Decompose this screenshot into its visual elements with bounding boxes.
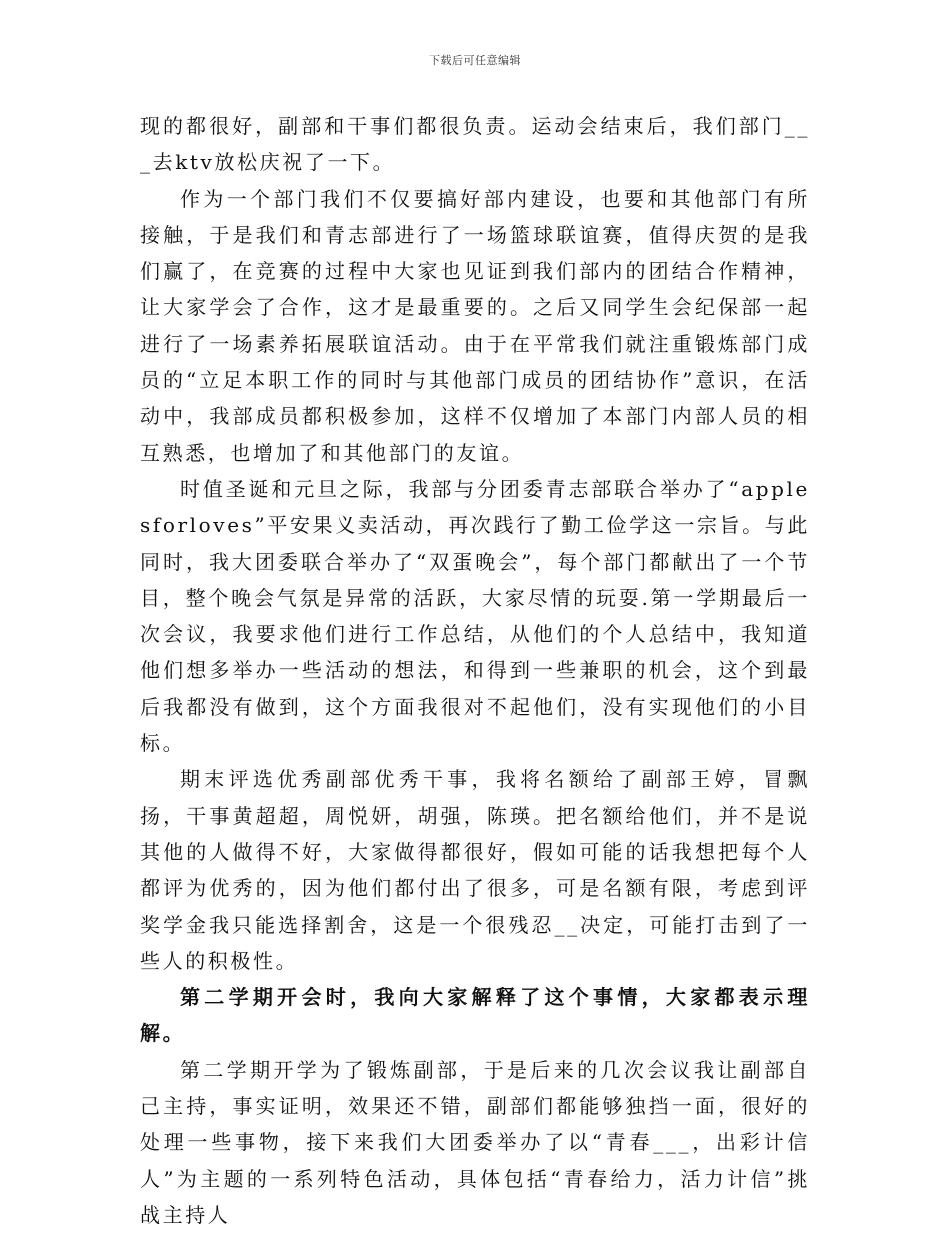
paragraph-3: 时值圣诞和元旦之际，我部与分团委青志部联合举办了“applesforloves”平安果义卖活动，再次践行了勤工俭学这一宗旨。与此同时，我大团委联合举办了“双蛋晚会”，每个部门都献出了一个节目，整个晚会气氛是异常的活跃，大家尽情的玩耍.第一学期最后一次会议，我要求他们进行工作总结，从他们的个人总结中，我知道他们想多举办一些活动的想法，和得到一些兼职的机会，这个到最后我都没有做到，这个方面我很对不起他们，没有实现他们的小目标。 bbox=[140, 476, 810, 756]
paragraph-5-bold: 第二学期开会时，我向大家解释了这个事情，大家都表示理解。 bbox=[140, 985, 810, 1046]
paragraph-1: 现的都很好，副部和干事们都很负责。运动会结束后，我们部门___去ktv放松庆祝了一下。 bbox=[140, 114, 810, 175]
paragraph-6: 第二学期开学为了锻炼副部，于是后来的几次会议我让副部自己主持，事实证明，效果还不错，副部们都能够独挡一面，很好的处理一些事物，接下来我们大团委举办了以“青春___，出彩计信人”为主题的一系列特色活动，具体包括“青春给力，活力计信”挑战主持人 bbox=[140, 1057, 810, 1227]
page-header: 下载后可任意编辑 bbox=[429, 54, 521, 67]
paragraph-4: 期末评选优秀副部优秀干事，我将名额给了副部王婷，冒飘扬，干事黄超超，周悦妍，胡强，陈瑛。把名额给他们，并不是说其他的人做得不好，大家做得都很好，假如可能的话我想把每个人都评为优秀的，因为他们都付出了很多，可是名额有限，考虑到评奖学金我只能选择割舍，这是一个很残忍__决定，可能打击到了一些人的积极性。 bbox=[140, 767, 810, 973]
paragraph-2: 作为一个部门我们不仅要搞好部内建设，也要和其他部门有所接触，于是我们和青志部进行了一场篮球联谊赛，值得庆贺的是我们赢了，在竞赛的过程中大家也见证到我们部内的团结合作精神，让大家学会了合作，这才是最重要的。之后又同学生会纪保部一起进行了一场素养拓展联谊活动。由于在平常我们就注重锻炼部门成员的“立足本职工作的同时与其他部门成员的团结协作”意识，在活动中，我部成员都积极参加，这样不仅增加了本部门内部人员的相互熟悉，也增加了和其他部门的友谊。 bbox=[140, 186, 810, 465]
document-body bbox=[140, 108, 810, 1233]
